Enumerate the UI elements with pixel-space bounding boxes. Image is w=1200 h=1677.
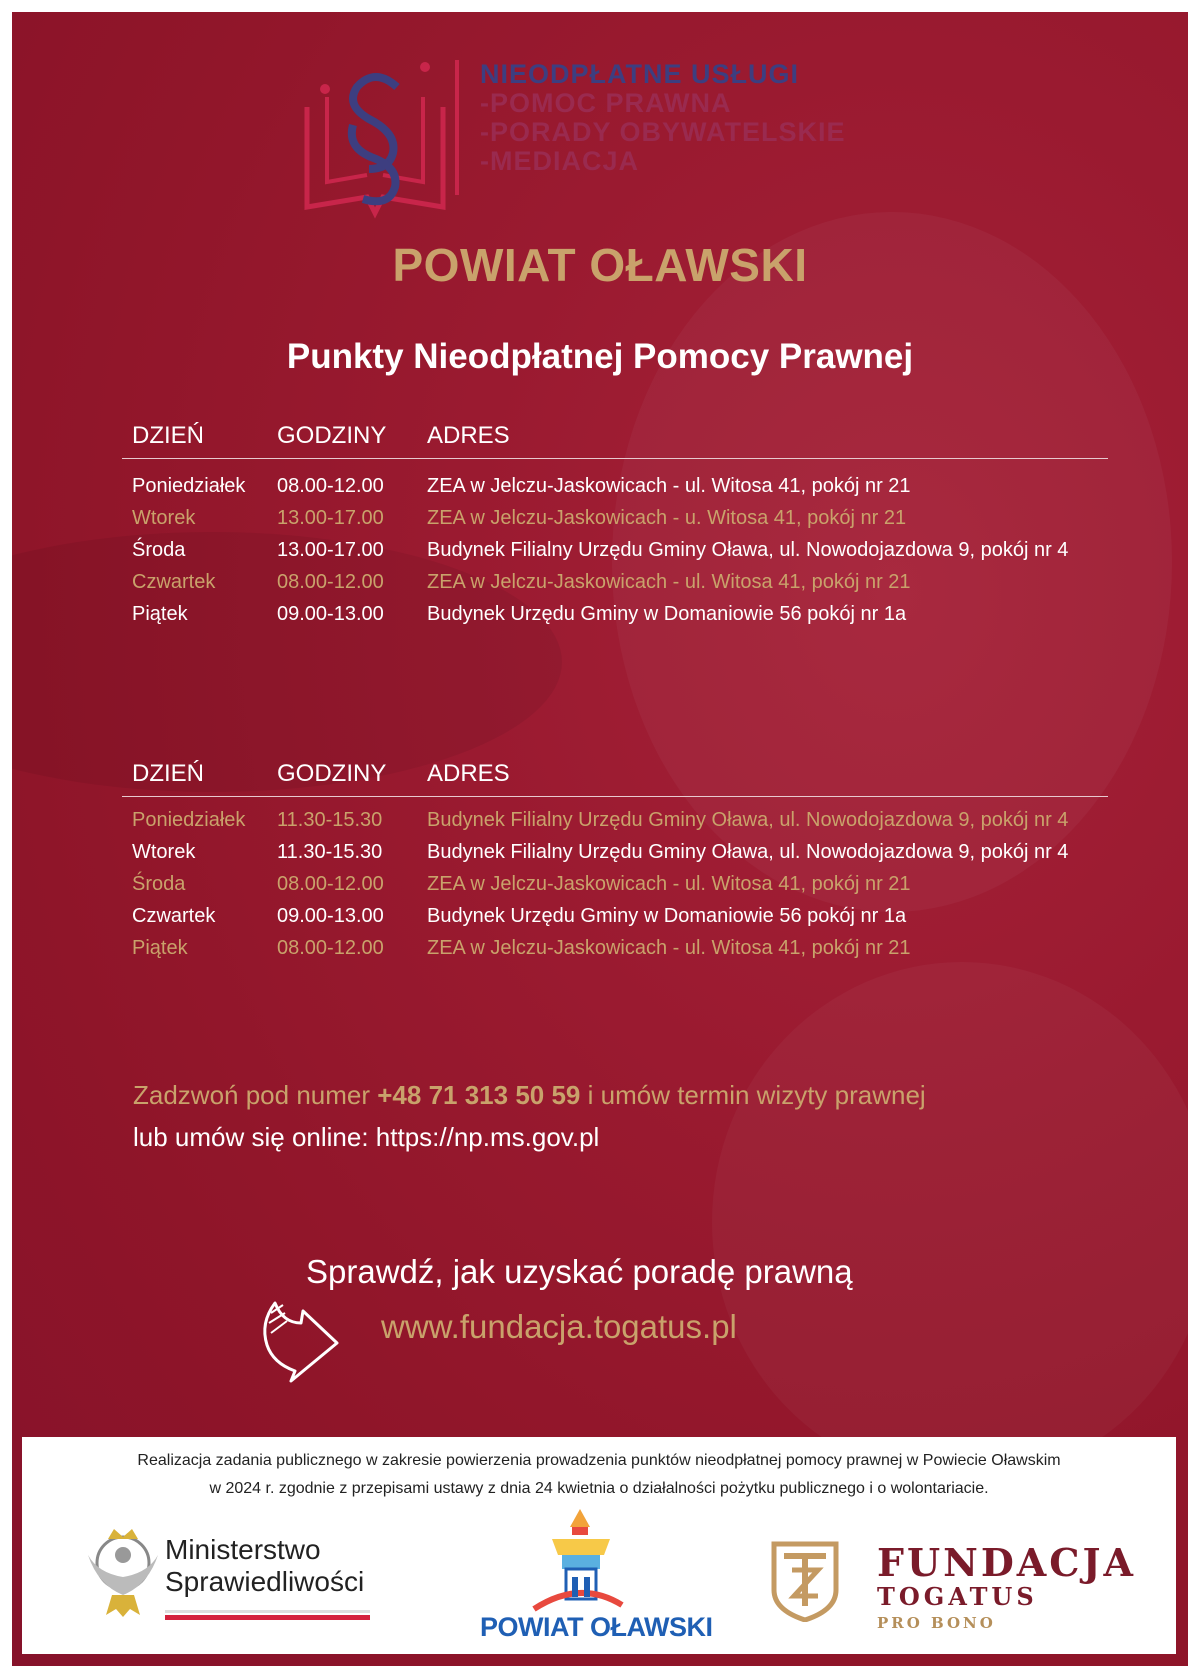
logo-line: -POMOC PRAWNA [480, 88, 732, 118]
contact-block [133, 1074, 926, 1158]
table-row [122, 931, 1108, 963]
row-hours: 11.30-15.30 [277, 809, 383, 831]
row-hours: 09.00-13.00 [277, 603, 384, 625]
togatus-emblem-icon [770, 1540, 840, 1622]
row-address: ZEA w Jelczu-Jaskowicach - u. Witosa 41, pokój nr 21 [427, 507, 907, 529]
footer-line: w 2024 r. zgodnie z przepisami ustawy z dnia 24 kwietnia o działalności pożytku publicznego i o wolontariacie. [209, 1480, 989, 1497]
logo-divider [455, 60, 459, 195]
header-hours: GODZINY [277, 760, 387, 787]
ministry-flag-red [165, 1615, 370, 1620]
row-address: ZEA w Jelczu-Jaskowicach - ul. Witosa 41, pokój nr 21 [427, 571, 911, 593]
footer-text [22, 1447, 1176, 1503]
row-address: ZEA w Jelczu-Jaskowicach - ul. Witosa 41, pokój nr 21 [427, 873, 911, 895]
row-day: Poniedziałek [132, 809, 246, 831]
row-address: Budynek Filialny Urzędu Gminy Oława, ul. Nowodojazdowa 9, pokój nr 4 [427, 841, 1069, 863]
ministry-flag-white [165, 1610, 370, 1613]
row-day: Poniedziałek [132, 475, 246, 497]
table-row [122, 501, 1108, 533]
row-hours: 13.00-17.00 [277, 507, 384, 529]
contact-online-line[interactable]: lub umów się online: https://np.ms.gov.pl [133, 1122, 600, 1152]
promo-heading: Sprawdź, jak uzyskać poradę prawną [306, 1253, 853, 1290]
table-row [122, 803, 1108, 835]
bg-shade [712, 962, 1188, 1482]
table-row [122, 899, 1108, 931]
row-hours: 08.00-12.00 [277, 571, 384, 593]
row-hours: 08.00-12.00 [277, 873, 384, 895]
row-day: Środa [132, 873, 186, 895]
row-hours: 13.00-17.00 [277, 539, 384, 561]
table-header [122, 418, 1108, 459]
row-day: Piątek [132, 603, 188, 625]
ministry-line: Sprawiedliwości [165, 1566, 365, 1597]
ministry-name [165, 1534, 364, 1598]
foundation-pro-bono: PRO BONO [877, 1614, 996, 1632]
hand-drawn-arrow-icon [255, 1283, 345, 1383]
table-row [122, 867, 1108, 899]
row-address: Budynek Urzędu Gminy w Domaniowie 56 pokój nr 1a [427, 905, 907, 927]
table-row [122, 469, 1108, 501]
row-address: Budynek Urzędu Gminy w Domaniowie 56 pokój nr 1a [427, 603, 907, 625]
header-day: DZIEŃ [132, 760, 204, 787]
promo-link[interactable]: www.fundacja.togatus.pl [381, 1308, 737, 1345]
polish-eagle-icon [78, 1525, 168, 1621]
poster-background [12, 12, 1188, 1666]
schedule-table-2 [122, 756, 1108, 963]
schedule-table-1 [122, 418, 1108, 629]
page-subtitle: Punkty Nieodpłatnej Pomocy Prawnej [286, 337, 914, 376]
logo-line: -PORADY OBYWATELSKIE [480, 117, 846, 147]
header-address: ADRES [427, 760, 510, 787]
foundation-subname: TOGATUS [877, 1582, 1038, 1611]
page-title: POWIAT OŁAWSKI [392, 239, 808, 291]
powiat-logo-text: POWIAT OŁAWSKI [480, 1612, 713, 1642]
logo-line: -MEDIACJA [480, 146, 640, 176]
foundation-name: FUNDACJA [877, 1540, 1136, 1585]
row-day: Wtorek [132, 507, 196, 529]
row-address: Budynek Filialny Urzędu Gminy Oława, ul. Nowodojazdowa 9, pokój nr 4 [427, 809, 1069, 831]
header-day: DZIEŃ [132, 422, 204, 449]
powiat-tower-icon [482, 1505, 632, 1613]
phone-number[interactable]: +48 71 313 50 59 [377, 1080, 581, 1110]
contact-call-line [133, 1074, 926, 1116]
row-day: Czwartek [132, 571, 216, 593]
footer-line: Realizacja zadania publicznego w zakresie powierzenia prowadzenia punktów nieodpłatnej pomocy prawnej w Powiecie Oławskim [137, 1452, 1061, 1469]
row-hours: 08.00-12.00 [277, 937, 384, 959]
row-hours: 09.00-13.00 [277, 905, 384, 927]
table-row [122, 835, 1108, 867]
table-row [122, 565, 1108, 597]
call-suffix: i umów termin wizyty prawnej [580, 1080, 926, 1110]
table-row [122, 597, 1108, 629]
table-row [122, 533, 1108, 565]
row-day: Środa [132, 539, 186, 561]
row-address: Budynek Filialny Urzędu Gminy Oława, ul. Nowodojazdowa 9, pokój nr 4 [427, 539, 1069, 561]
row-day: Wtorek [132, 841, 196, 863]
row-address: ZEA w Jelczu-Jaskowicach - ul. Witosa 41, pokój nr 21 [427, 937, 911, 959]
table-header [122, 756, 1108, 797]
row-day: Czwartek [132, 905, 216, 927]
ministry-line: Ministerstwo [165, 1534, 321, 1565]
header-hours: GODZINY [277, 422, 387, 449]
logo-line: NIEODPŁATNE USŁUGI [480, 59, 800, 89]
header-address: ADRES [427, 422, 510, 449]
row-hours: 08.00-12.00 [277, 475, 384, 497]
row-day: Piątek [132, 937, 188, 959]
row-hours: 11.30-15.30 [277, 841, 383, 863]
row-address: ZEA w Jelczu-Jaskowicach - ul. Witosa 41, pokój nr 21 [427, 475, 911, 497]
call-prefix: Zadzwoń pod numer [133, 1080, 378, 1110]
logo-text [480, 60, 846, 176]
